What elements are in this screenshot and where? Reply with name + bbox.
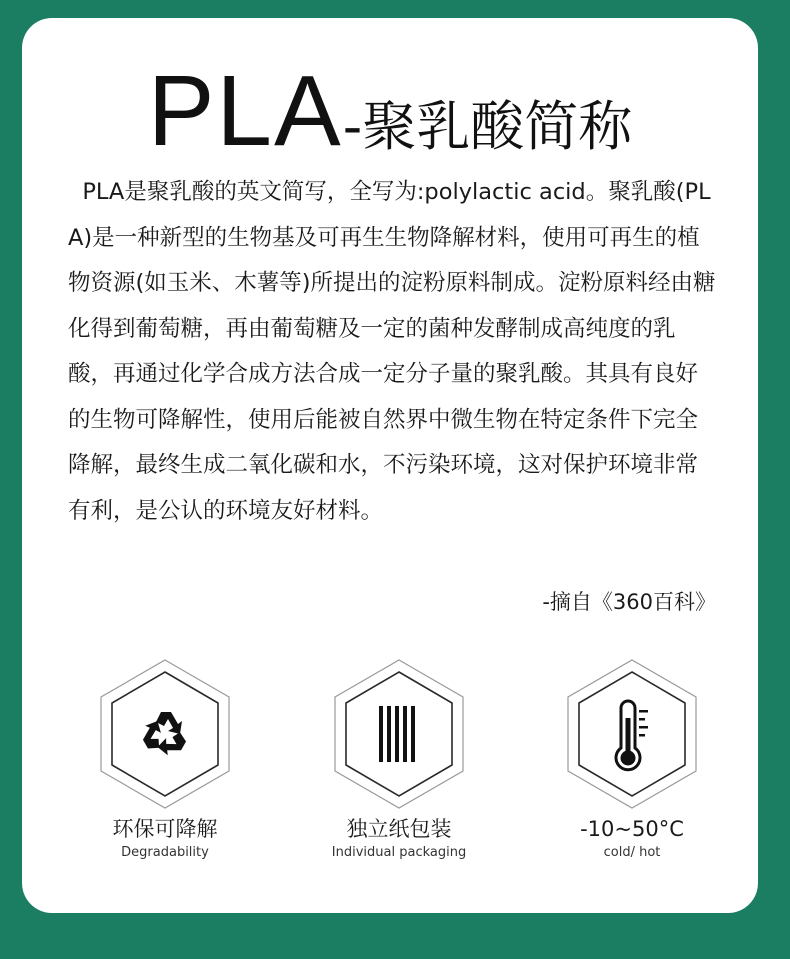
recycle-icon bbox=[137, 712, 188, 760]
packaging-icon bbox=[379, 706, 415, 762]
feature-sublabel: Degradability bbox=[121, 845, 209, 860]
feature-label: -10~50°C bbox=[580, 817, 684, 841]
title-sub: -聚乳酸简称 bbox=[342, 95, 633, 158]
content-card bbox=[22, 18, 758, 913]
feature-label: 独立纸包装 bbox=[346, 817, 452, 841]
hexagon-frame bbox=[98, 658, 232, 810]
feature-degradability bbox=[75, 658, 255, 862]
page-title bbox=[22, 54, 758, 169]
feature-label: 环保可降解 bbox=[112, 817, 218, 841]
feature-sublabel: Individual packaging bbox=[331, 845, 467, 860]
description-text: PLA是聚乳酸的英文简写，全写为:polylactic acid。聚乳酸(PLA)是一种新型的生物基及可再生生物降解材料，使用可再生的植物资源(如玉米、木薯等)所提出的淀粉原料制成。淀粉原料经由糖化得到葡萄糖，再由葡萄糖及一定的菌种发酵制成高纯度的乳酸，再通过化学合成方法合成一定分子量的聚乳酸。其具有良好的生物可降解性，使用后能被自然界中微生物在特定条件下完全降解，最终生成二氧化碳和水，不污染环境，这对保护环境非常有利，是公认的环境友好材料。 bbox=[68, 179, 716, 524]
hexagon-frame bbox=[332, 658, 466, 810]
feature-sublabel: cold/ hot bbox=[603, 845, 661, 860]
title-main: PLA bbox=[147, 55, 343, 167]
thermometer-icon bbox=[616, 701, 648, 770]
feature-temperature bbox=[542, 658, 722, 862]
hexagon-frame bbox=[565, 658, 699, 810]
feature-packaging bbox=[309, 658, 489, 862]
source-citation: -摘自《360百科》 bbox=[542, 590, 716, 614]
